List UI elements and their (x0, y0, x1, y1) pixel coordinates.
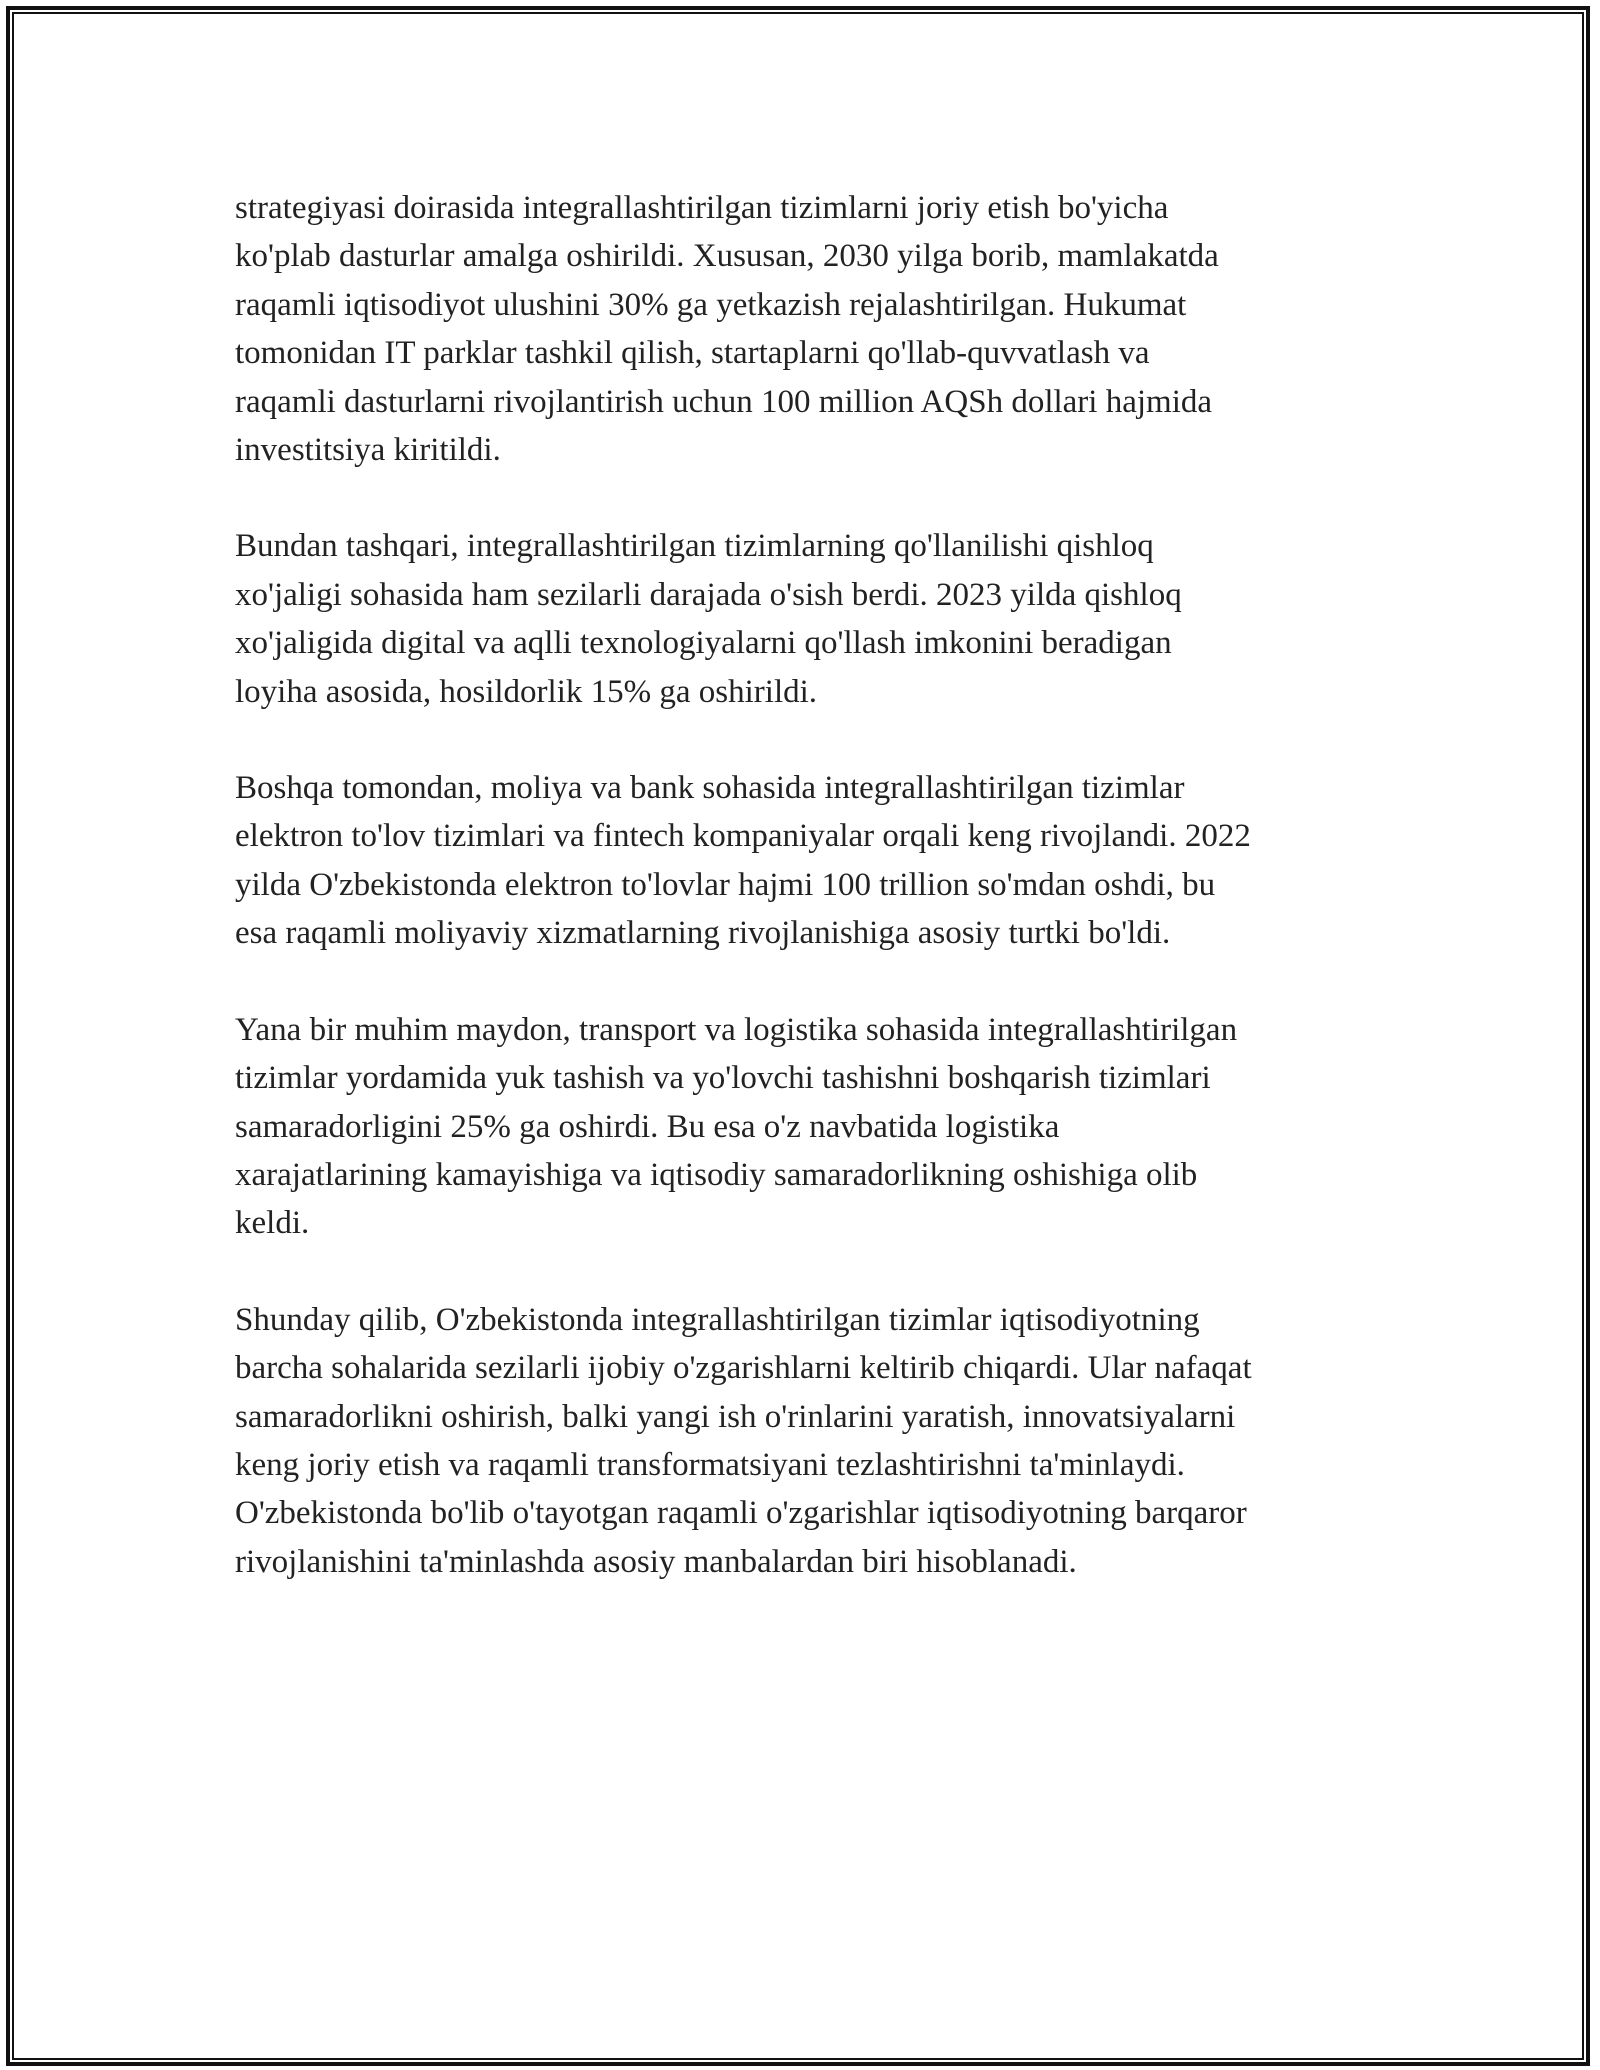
text-line: ko'plab dasturlar amalga oshirildi. Xususan, 2030 yilga borib, mamlakatda (235, 238, 1219, 275)
paragraph-1 (235, 184, 1405, 474)
text-line: samaradorligini 25% ga oshirdi. Bu esa o'z navbatida logistika (235, 1108, 1060, 1145)
text-line: loyiha asosida, hosildorlik 15% ga oshirildi. (235, 673, 818, 710)
text-line: Boshqa tomondan, moliya va bank sohasida integrallashtirilgan tizimlar (235, 770, 1185, 807)
text-line: strategiyasi doirasida integrallashtirilgan tizimlarni joriy etish bo'yicha (235, 190, 1169, 226)
text-line: keng joriy etish va raqamli transformatsiyani tezlashtirishni ta'minlaydi. (235, 1446, 1185, 1483)
text-line: Shunday qilib, O'zbekistonda integrallashtirilgan tizimlar iqtisodiyotning (235, 1301, 1200, 1338)
text-line: Bundan tashqari, integrallashtirilgan tizimlarning qo'llanilishi qishloq (235, 528, 1154, 565)
paragraph-2 (235, 522, 1405, 716)
text-line: O'zbekistonda bo'lib o'tayotgan raqamli o'zgarishlar iqtisodiyotning barqaror (235, 1495, 1247, 1532)
text-line: samaradorlikni oshirish, balki yangi ish o'rinlarini yaratish, innovatsiyalarni (235, 1398, 1236, 1435)
document-body (235, 184, 1405, 1634)
paragraph-4 (235, 1006, 1405, 1248)
text-line: Yana bir muhim maydon, transport va logistika sohasida integrallashtirilgan (235, 1011, 1238, 1048)
text-line: tomonidan IT parklar tashkil qilish, startaplarni qo'llab-quvvatlash va (235, 335, 1150, 372)
text-line: raqamli iqtisodiyot ulushini 30% ga yetkazish rejalashtirilgan. Hukumat (235, 286, 1187, 323)
text-line: rivojlanishini ta'minlashda asosiy manbalardan biri hisoblanadi. (235, 1543, 1077, 1580)
text-line: xo'jaligi sohasida ham sezilarli darajada o'sish berdi. 2023 yilda qishloq (235, 576, 1182, 613)
text-line: xo'jaligida digital va aqlli texnologiyalarni qo'llash imkonini beradigan (235, 625, 1172, 662)
paragraph-3 (235, 764, 1405, 958)
text-line: keldi. (235, 1205, 310, 1242)
text-line: xarajatlarining kamayishiga va iqtisodiy samaradorlikning oshishiga olib (235, 1156, 1198, 1193)
text-line: barcha sohalarida sezilarli ijobiy o'zgarishlarni keltirib chiqardi. Ular nafaqat (235, 1350, 1252, 1387)
text-line: esa raqamli moliyaviy xizmatlarning rivojlanishiga asosiy turtki bo'ldi. (235, 915, 1171, 952)
text-line: investitsiya kiritildi. (235, 432, 501, 469)
text-line: elektron to'lov tizimlari va fintech kompaniyalar orqali keng rivojlandi. 2022 (235, 818, 1251, 855)
paragraph-5 (235, 1296, 1405, 1586)
text-line: raqamli dasturlarni rivojlantirish uchun 100 million AQSh dollari hajmida (235, 383, 1213, 420)
text-line: yilda O'zbekistonda elektron to'lovlar hajmi 100 trillion so'mdan oshdi, bu (235, 866, 1216, 903)
text-line: tizimlar yordamida yuk tashish va yo'lovchi tashishni boshqarish tizimlari (235, 1060, 1211, 1097)
